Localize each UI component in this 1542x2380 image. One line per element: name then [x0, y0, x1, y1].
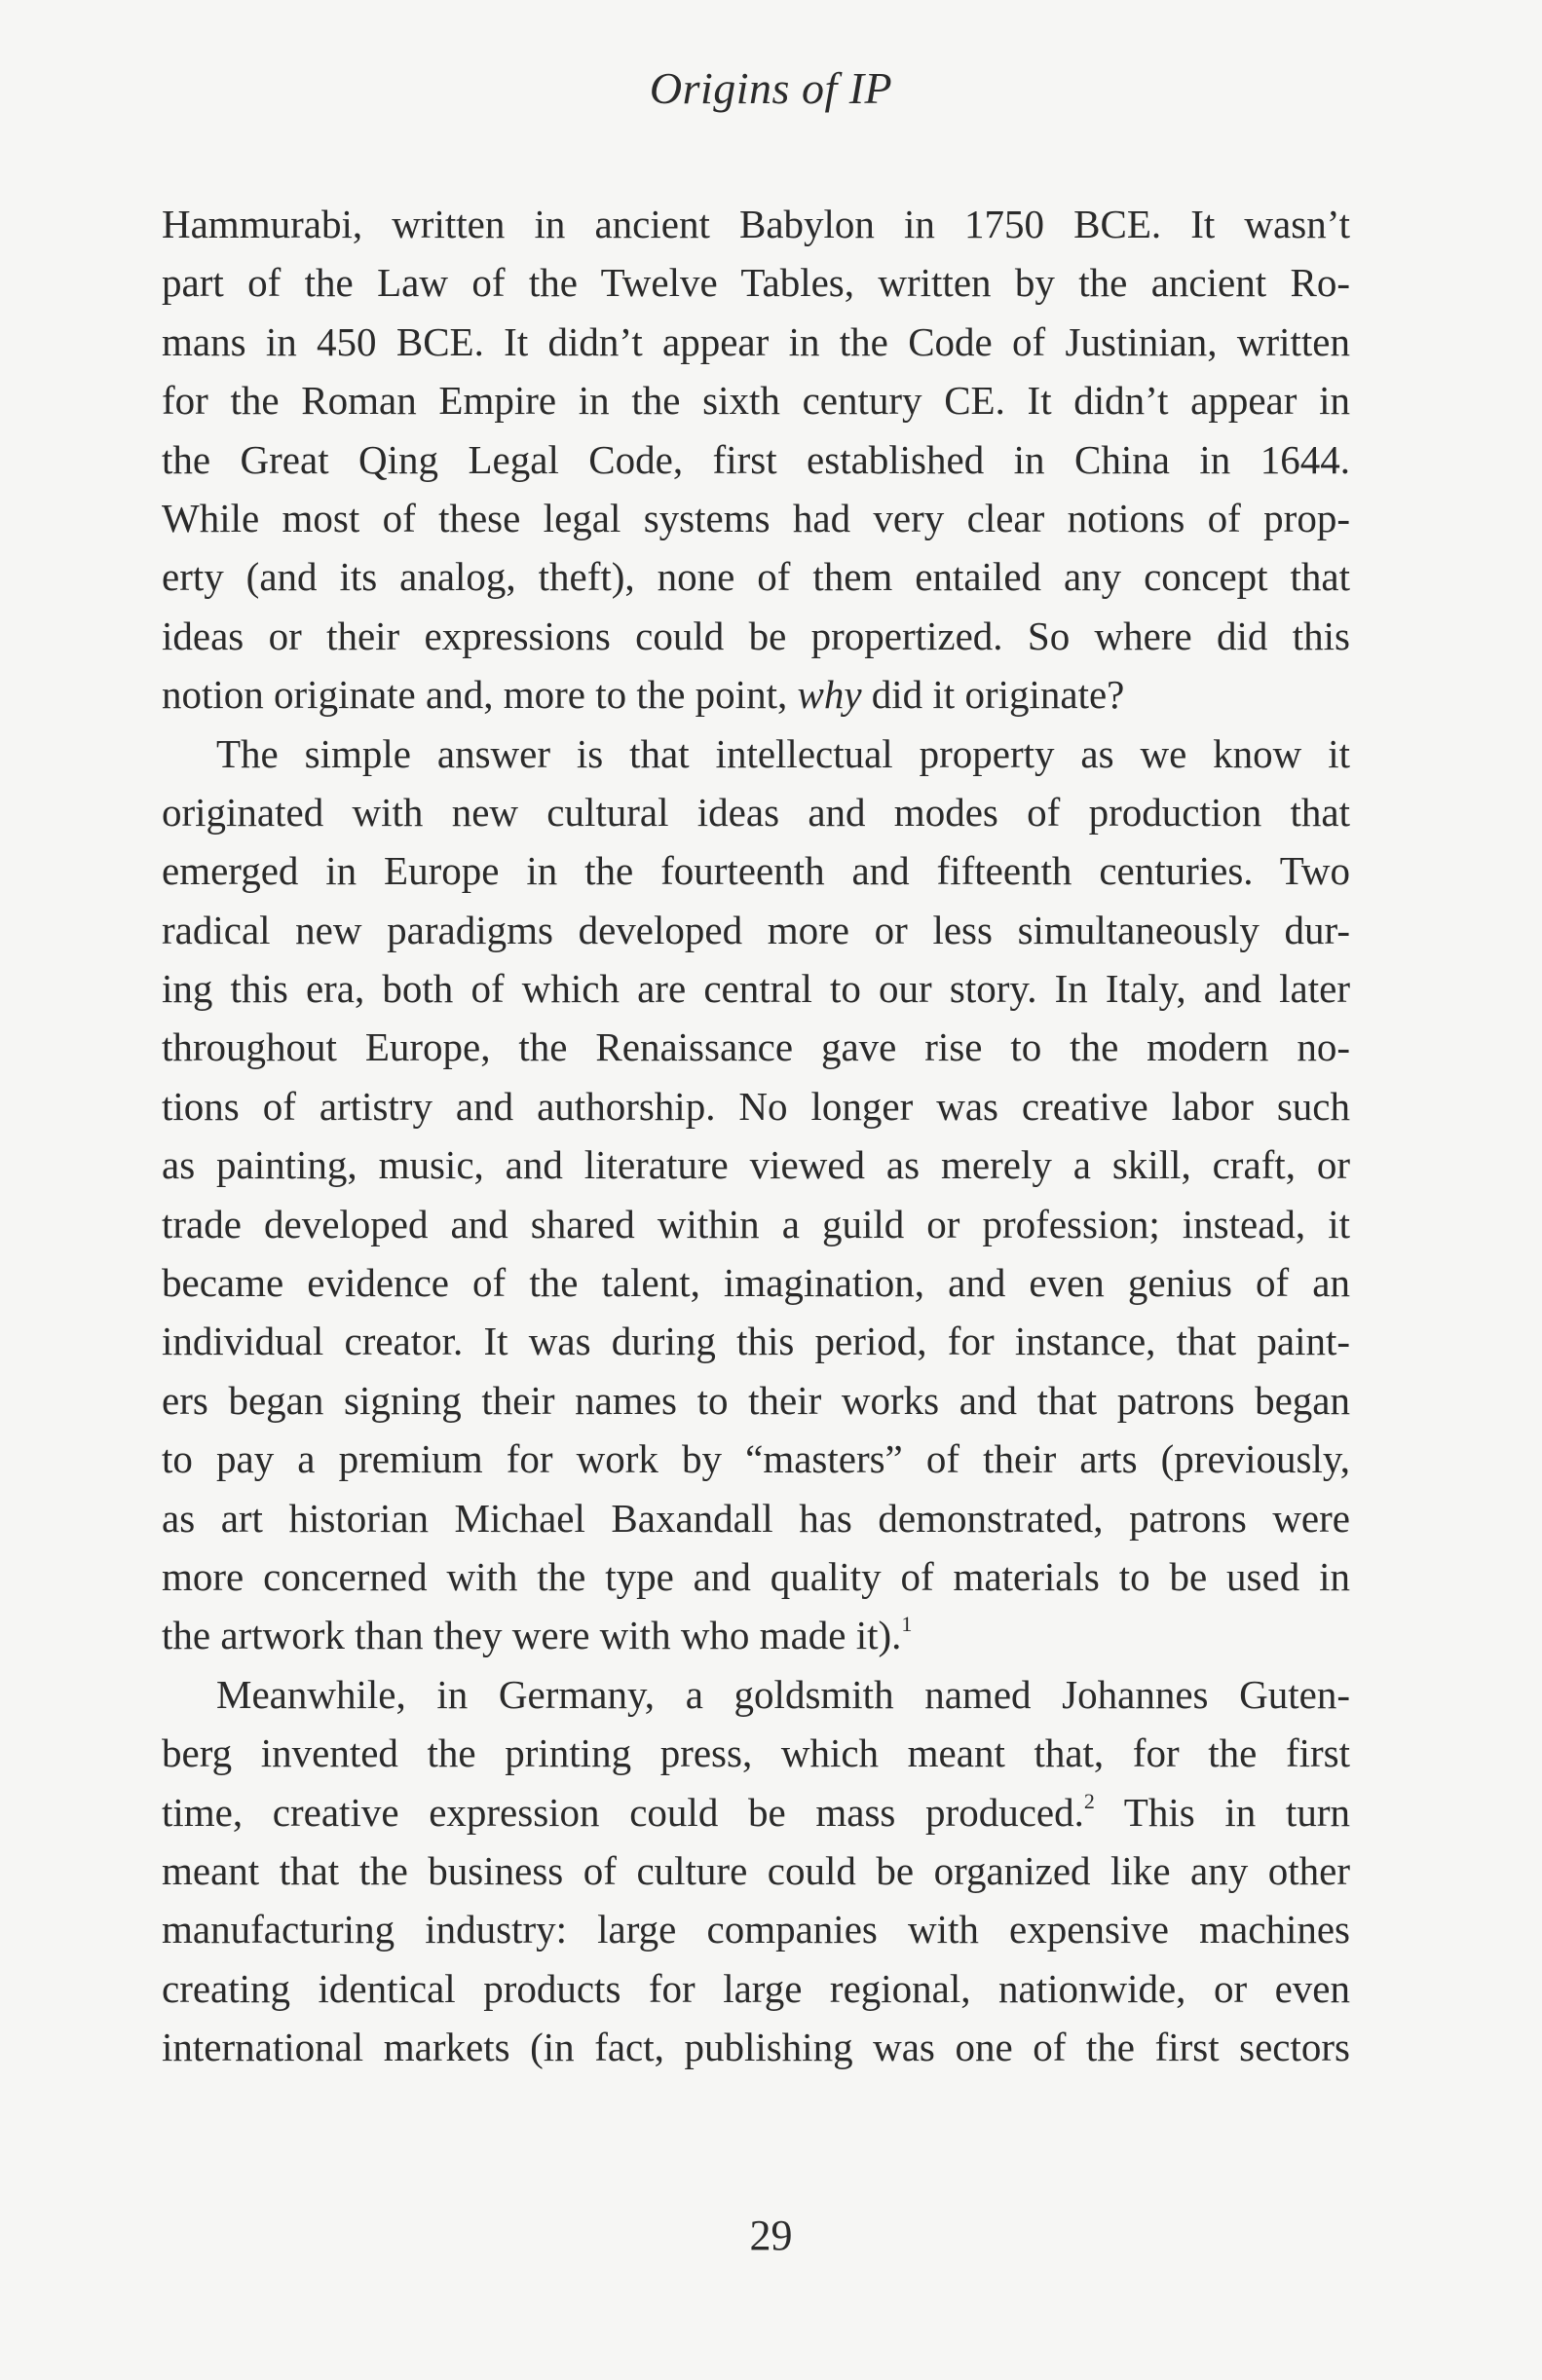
text-line: as painting, music, and literature viewed as merely a skill, craft, or — [162, 1142, 1350, 1188]
running-head: Origins of IP — [649, 63, 893, 113]
text-line — [162, 1783, 1350, 1841]
body-text — [162, 195, 1350, 2077]
text-line — [162, 665, 1350, 724]
text-line: as art historian Michael Baxandall has demonstrated, patrons were — [162, 1495, 1350, 1541]
text-line: individual creator. It was during this period, for instance, that paint- — [162, 1319, 1350, 1364]
text-line: ing this era, both of which are central to our story. In Italy, and later — [162, 966, 1350, 1012]
text-line: emerged in Europe in the fourteenth and fifteenth centuries. Two — [162, 848, 1350, 894]
text-segment: time, creative expression could be mass produced. — [162, 1789, 1084, 1835]
text-line — [162, 1606, 1350, 1664]
footnote-marker: 1 — [901, 1612, 913, 1637]
text-line: part of the Law of the Twelve Tables, written by the ancient Ro- — [162, 260, 1350, 306]
text-line: While most of these legal systems had very clear notions of prop- — [162, 495, 1350, 540]
text-line: creating identical products for large regional, nationwide, or even — [162, 1965, 1350, 2011]
text-line: trade developed and shared within a guild or profession; instead, it — [162, 1201, 1350, 1246]
text-line: The simple answer is that intellectual property as we know it — [216, 730, 1350, 776]
text-line: more concerned with the type and quality of materials to be used in — [162, 1553, 1350, 1599]
text-line: to pay a premium for work by “masters” of their arts (previously, — [162, 1436, 1350, 1482]
emphasis-text: why — [797, 672, 862, 718]
text-segment: the artwork than they were with who made it). — [162, 1613, 902, 1658]
text-line: for the Roman Empire in the sixth century CE. It didn’t appear in — [162, 378, 1350, 424]
text-line: tions of artistry and authorship. No longer was creative labor such — [162, 1083, 1350, 1129]
text-segment: did it originate? — [861, 672, 1125, 718]
text-line: Hammurabi, written in ancient Babylon in 1750 BCE. It wasn’t — [162, 202, 1350, 246]
page-number: 29 — [749, 2212, 793, 2259]
text-line: manufacturing industry: large companies with expensive machines — [162, 1907, 1350, 1952]
text-line: berg invented the printing press, which meant that, for the first — [162, 1730, 1350, 1776]
text-line: mans in 450 BCE. It didn’t appear in the Code of Justinian, written — [162, 318, 1350, 364]
text-line: ers began signing their names to their works and that patrons began — [162, 1377, 1350, 1423]
text-line: meant that the business of culture could be organized like any other — [162, 1847, 1350, 1893]
footnote-marker: 2 — [1083, 1788, 1095, 1813]
text-line: ideas or their expressions could be propertized. So where did this — [162, 613, 1350, 658]
text-line: became evidence of the talent, imagination, and even genius of an — [162, 1260, 1350, 1306]
text-line: radical new paradigms developed more or less simultaneously dur- — [162, 907, 1350, 952]
text-segment: This in turn — [1094, 1789, 1350, 1835]
text-line: the Great Qing Legal Code, first established in China in 1644. — [162, 436, 1350, 482]
text-line: international markets (in fact, publishing was one of the first sectors — [162, 2025, 1350, 2070]
text-line: throughout Europe, the Renaissance gave rise to the modern no- — [162, 1024, 1350, 1070]
text-line: originated with new cultural ideas and modes of production that — [162, 789, 1350, 835]
text-line: erty (and its analog, theft), none of them entailed any concept that — [162, 554, 1350, 600]
text-segment: notion originate and, more to the point, — [162, 672, 798, 718]
text-line: Meanwhile, in Germany, a goldsmith named Johannes Guten- — [216, 1671, 1350, 1717]
